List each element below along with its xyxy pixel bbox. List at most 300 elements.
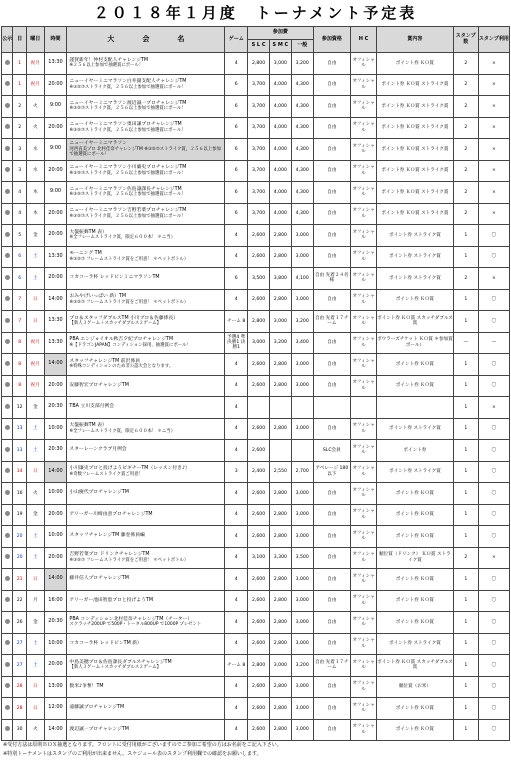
smc-cell: 2,800 — [269, 225, 291, 247]
general-cell: 3,000 — [291, 375, 313, 397]
kouji-cell — [2, 655, 13, 677]
stamp-count-cell: 1 — [453, 719, 478, 741]
kouji-cell — [2, 53, 13, 75]
eligibility-cell: 自由 — [313, 289, 350, 311]
stamp-use-cell: 〇 — [478, 526, 509, 548]
smc-cell: 2,550 — [269, 461, 291, 483]
stamp-use-cell: 〇 — [478, 504, 509, 526]
kouji-cell — [2, 96, 13, 118]
stamp-count-cell: 2 — [453, 160, 478, 182]
tournament-note: 【新人３ゲーム＋スカッチダブルス２ゲーム】 — [69, 321, 162, 327]
status-dot-icon — [5, 60, 10, 65]
name-cell — [67, 203, 225, 225]
general-cell — [291, 397, 313, 419]
general-cell: 3,000 — [291, 289, 313, 311]
footer-notes — [0, 741, 511, 759]
general-cell: 3,500 — [291, 547, 313, 569]
smc-cell: 4,000 — [269, 182, 291, 204]
prize-cell: ポイント券 ＫＯ賞 スカッチダブルス賞 — [376, 655, 453, 677]
status-dot-icon — [5, 425, 10, 430]
hc-cell: オフィシャル — [351, 569, 377, 591]
slc-cell: 2,600 — [248, 676, 270, 698]
header-hc: H C — [351, 27, 377, 53]
smc-cell: 2,800 — [269, 569, 291, 591]
stamp-count-cell: 2 — [453, 203, 478, 225]
prize-cell: ポイント券 ＫＯ賞 ストライク賞 — [376, 203, 453, 225]
time-cell: 20:30 — [44, 397, 67, 419]
smc-cell: 2,800 — [269, 289, 291, 311]
eligibility-cell: 自由 — [313, 53, 350, 75]
status-dot-icon — [5, 597, 10, 602]
prize-cell: ポイント券 ＫＯ賞 — [376, 612, 453, 634]
tournament-note: ※２５６以上参加で抽選賞にポール！ — [69, 63, 144, 69]
tournament-note: ※奇数フレームストライク賞ご用意！ — [69, 471, 143, 477]
prize-cell: ポイント券 ＫＯ賞 ストライク賞 — [376, 139, 453, 161]
tournament-note: ※全フレームストライク賞，限定６００本！ ＊ニ当） — [69, 428, 176, 434]
general-cell: 3,000 — [291, 526, 313, 548]
status-dot-icon — [5, 146, 10, 151]
name-cell — [67, 440, 225, 462]
table-row — [2, 246, 510, 268]
tournament-note: 【新人３ゲーム＋スカッチダブルス２ゲーム】 — [69, 665, 162, 671]
time-cell: 20:00 — [44, 225, 67, 247]
prize-cell: ポイント券 ストライク賞 — [376, 633, 453, 655]
day-cell: 7 — [13, 311, 27, 333]
eligibility-cell: 自由 — [313, 96, 350, 118]
time-cell: 20:00 — [44, 655, 67, 677]
status-dot-icon — [5, 683, 10, 688]
prize-cell: 順位賞（ドリンク） ＫＯ賞 ストライク賞 — [376, 547, 453, 569]
name-cell — [67, 160, 225, 182]
footer-note-1: ※受付方法は原則ＢＯＸ抽選となります。フロントに受付用紙がございますのでご参加ご希望の方はお名前をご記入下さい。 — [3, 742, 282, 748]
general-cell: 4,100 — [291, 268, 313, 290]
header-weekday: 曜日 — [26, 27, 44, 53]
weekday-cell: 土 — [26, 547, 44, 569]
games-cell: チーム 8 — [225, 655, 248, 677]
stamp-count-cell: — — [453, 332, 478, 354]
smc-cell: 3,300 — [269, 547, 291, 569]
stamp-use-cell: 〇 — [478, 461, 509, 483]
table-row — [2, 139, 510, 161]
prize-cell: ポイント券 ＫＯ賞 ストライク賞 — [376, 160, 453, 182]
kouji-cell — [2, 268, 13, 290]
slc-cell: 2,800 — [248, 655, 270, 677]
games-cell: 4 — [225, 547, 248, 569]
table-row — [2, 375, 510, 397]
slc-cell: 3,000 — [248, 332, 270, 354]
kouji-cell — [2, 117, 13, 139]
weekday-cell: 祝月 — [26, 332, 44, 354]
general-cell: 3,000 — [291, 698, 313, 720]
eligibility-cell: 自由 — [313, 139, 350, 161]
status-dot-icon — [5, 103, 10, 108]
time-cell: 20:00 — [44, 504, 67, 526]
stamp-use-cell: 〇 — [478, 655, 509, 677]
status-dot-icon — [5, 296, 10, 301]
hc-cell: オフィシャル — [351, 246, 377, 268]
tournament-name: PBA エンジョイオル秋吉夕紀プロチャレンジTM — [69, 337, 174, 343]
weekday-cell: 金 — [26, 397, 44, 419]
name-cell — [67, 483, 225, 505]
day-cell: 16 — [13, 483, 27, 505]
smc-cell: 4,000 — [269, 74, 291, 96]
page-title: ２０１８年１月度 トーナメント予定表 — [93, 4, 418, 22]
time-cell: 12:00 — [44, 698, 67, 720]
stamp-use-cell: 〇 — [478, 483, 509, 505]
games-cell: 4 — [225, 53, 248, 75]
time-cell: 9:00 — [44, 96, 67, 118]
name-cell — [67, 354, 225, 376]
time-cell: 20:30 — [44, 612, 67, 634]
weekday-cell: 水 — [26, 160, 44, 182]
header-stamp-count: スタンプ数 — [453, 27, 478, 53]
day-cell: 14 — [13, 461, 27, 483]
slc-cell: 3,700 — [248, 96, 270, 118]
stamp-count-cell: 2 — [453, 182, 478, 204]
smc-cell: 2,800 — [269, 483, 291, 505]
kouji-cell — [2, 612, 13, 634]
day-cell: 20 — [13, 526, 27, 548]
status-dot-icon — [5, 361, 10, 366]
eligibility-cell: 自由 — [313, 483, 350, 505]
status-dot-icon — [5, 210, 10, 215]
stamp-count-cell: 1 — [453, 440, 478, 462]
time-cell: 9:00 — [44, 182, 67, 204]
stamp-count-cell: 1 — [453, 504, 478, 526]
header-slc: S L C — [248, 40, 270, 53]
general-cell: 4,300 — [291, 182, 313, 204]
name-cell — [67, 655, 225, 677]
tournament-name: PBA コンディション北村佳奈チャレンジTM（チーター） — [69, 616, 193, 622]
slc-cell: 2,600 — [248, 526, 270, 548]
eligibility-cell: 自由 — [313, 504, 350, 526]
tournament-name: 小川廉史プロと投げようビギナーTM（レッスン付き♪） — [69, 466, 190, 472]
eligibility-cell: 自由 — [313, 590, 350, 612]
status-dot-icon — [5, 339, 10, 344]
hc-cell: オフィシャル — [351, 268, 377, 290]
games-cell: 4 — [225, 526, 248, 548]
day-cell: 5 — [13, 225, 27, 247]
prize-cell: ポイント券 ＫＯ賞 — [376, 375, 453, 397]
hc-cell: オフィシャル — [351, 676, 377, 698]
time-cell: 10:00 — [44, 483, 67, 505]
stamp-use-cell: 〇 — [478, 676, 509, 698]
slc-cell: 3,700 — [248, 74, 270, 96]
prize-cell: ポイント券 ＫＯ賞 — [376, 719, 453, 741]
stamp-count-cell: 1 — [453, 418, 478, 440]
day-cell: 28 — [13, 698, 27, 720]
time-cell: 10:00 — [44, 526, 67, 548]
kouji-cell — [2, 332, 13, 354]
hc-cell: オフィシャル — [351, 203, 377, 225]
stamp-use-cell: × — [478, 397, 509, 419]
smc-cell: 2,800 — [269, 354, 291, 376]
weekday-cell: 土 — [26, 268, 44, 290]
prize-cell: ポイント券 ストライク賞 — [376, 461, 453, 483]
general-cell: 3,000 — [291, 590, 313, 612]
prize-cell: ポイント券 ＫＯ賞 ストライク賞 — [376, 117, 453, 139]
games-cell: 4 — [225, 225, 248, 247]
eligibility-cell: 自由 先着２４名様 — [313, 268, 350, 290]
games-cell: 4 — [225, 612, 248, 634]
smc-cell: 2,800 — [269, 698, 291, 720]
prize-cell: ポイント券 ＫＯ賞 スカッチダブルス賞 — [376, 311, 453, 333]
name-cell — [67, 311, 225, 333]
stamp-use-cell: × — [478, 268, 509, 290]
hc-cell: オフィシャル — [351, 96, 377, 118]
general-cell: 3,000 — [291, 612, 313, 634]
table-row — [2, 547, 510, 569]
general-cell: 3,200 — [291, 53, 313, 75]
name-cell — [67, 504, 225, 526]
time-cell: 20:00 — [44, 203, 67, 225]
kouji-cell — [2, 504, 13, 526]
stamp-count-cell: 1 — [453, 483, 478, 505]
table-row — [2, 504, 510, 526]
tournament-note: ※③⑤⑦ストライク賞，２５６以上参加で抽選賞にポール！ — [69, 192, 186, 198]
eligibility-cell: 自由 — [313, 719, 350, 741]
table-row — [2, 397, 510, 419]
prize-cell: ボウラーズチケット ＫＯ賞 ＊参加賞ポール） — [376, 332, 453, 354]
tournament-name: スタッフチャレンジTM 前沢係員 — [69, 358, 140, 364]
smc-cell: 4,000 — [269, 203, 291, 225]
day-cell: 8 — [13, 332, 27, 354]
weekday-cell: 火 — [26, 719, 44, 741]
slc-cell: 3,700 — [248, 203, 270, 225]
hc-cell: オフィシャル — [351, 418, 377, 440]
weekday-cell: 土 — [26, 440, 44, 462]
status-dot-icon — [5, 726, 10, 731]
tournament-name: 小山慶代プロチャレンジTM — [69, 490, 129, 496]
hc-cell: オフィシャル — [351, 182, 377, 204]
tournament-name: ニューイヤーミニマラソン渡辺誠一プロチャレンジTM — [69, 100, 187, 106]
table-row — [2, 53, 510, 75]
games-cell: 6 — [225, 139, 248, 161]
eligibility-cell — [313, 397, 350, 419]
table-body — [2, 53, 510, 741]
smc-cell: 4,000 — [269, 96, 291, 118]
stamp-count-cell: 1 — [453, 225, 478, 247]
tournament-note: ※特殊コンディションのため非公認大会となります。 — [69, 364, 174, 370]
stamp-use-cell: 〇 — [478, 311, 509, 333]
status-dot-icon — [5, 533, 10, 538]
name-cell — [67, 182, 225, 204]
tournament-table — [1, 26, 510, 741]
smc-cell: 2,800 — [269, 719, 291, 741]
games-cell: 4 — [225, 698, 248, 720]
time-cell: 13:00 — [44, 676, 67, 698]
stamp-use-cell: 〇 — [478, 698, 509, 720]
kouji-cell — [2, 569, 13, 591]
games-cell: 6 — [225, 268, 248, 290]
table-row — [2, 440, 510, 462]
eligibility-cell: 自由 — [313, 117, 350, 139]
time-cell: 10:00 — [44, 633, 67, 655]
games-cell: 6 — [225, 160, 248, 182]
name-cell — [67, 332, 225, 354]
eligibility-cell: 自由 — [313, 354, 350, 376]
prize-cell: ポイント券 ＫＯ賞 — [376, 526, 453, 548]
day-cell: 4 — [13, 203, 27, 225]
eligibility-cell: 自由 — [313, 225, 350, 247]
stamp-use-cell: 〇 — [478, 612, 509, 634]
eligibility-cell: 自由 — [313, 526, 350, 548]
smc-cell: 2,800 — [269, 676, 291, 698]
slc-cell: 2,600 — [248, 612, 270, 634]
stamp-count-cell: 1 — [453, 633, 478, 655]
time-cell: 13:30 — [44, 332, 67, 354]
stamp-use-cell: 〇 — [478, 418, 509, 440]
weekday-cell: 日 — [26, 461, 44, 483]
stamp-count-cell: 1 — [453, 289, 478, 311]
tournament-name: ニューイヤーミニマラソン佐島譲課長チャレンジTM — [69, 186, 182, 192]
footer-note-2: ※特別トーナメントはスタンプのご利用が出来ません。スケジュール表のスタンプ利用欄での確認をお願いします。 — [3, 751, 262, 757]
table-row — [2, 289, 510, 311]
hc-cell: オフィシャル — [351, 375, 377, 397]
tournament-name: ニューイヤーミニマラソン小川廉史プロチャレンジTM — [69, 165, 187, 171]
tournament-name: 大盤振舞TM 表） — [69, 423, 107, 429]
slc-cell: 2,600 — [248, 289, 270, 311]
stamp-use-cell: 〇 — [478, 569, 509, 591]
table-row — [2, 160, 510, 182]
weekday-cell: 日 — [26, 311, 44, 333]
header-time: 時間 — [44, 27, 67, 53]
tournament-name: 吉野若菜プロ ドリンクチャレンジTM — [69, 552, 150, 558]
prize-cell: ポイント券 ストライク賞 — [376, 225, 453, 247]
prize-cell: ポイント券 — [376, 440, 453, 462]
status-dot-icon — [5, 662, 10, 667]
games-cell: 4 — [225, 676, 248, 698]
games-cell: 6 — [225, 182, 248, 204]
header-games: ゲーム — [225, 27, 248, 53]
stamp-count-cell: 2 — [453, 547, 478, 569]
tournament-note: ※③⑤⑦ストライク賞，２５６以上参加で抽選賞にポール！ — [69, 84, 186, 90]
stamp-use-cell: × — [478, 203, 509, 225]
eligibility-cell: 自由 — [313, 74, 350, 96]
name-cell — [67, 117, 225, 139]
status-dot-icon — [5, 576, 10, 581]
games-cell: 4 — [225, 590, 248, 612]
prize-cell: ポイント券 ＫＯ賞 — [376, 289, 453, 311]
name-cell — [67, 268, 225, 290]
table-row — [2, 676, 510, 698]
day-cell: 2 — [13, 117, 27, 139]
hc-cell: オフィシャル — [351, 117, 377, 139]
time-cell: 14:00 — [44, 289, 67, 311]
stamp-use-cell: × — [478, 547, 509, 569]
prize-cell: ポイント券 ＫＯ賞 — [376, 504, 453, 526]
weekday-cell: 土 — [26, 418, 44, 440]
slc-cell: 2,600 — [248, 698, 270, 720]
header-smc: S M C — [269, 40, 291, 53]
eligibility-cell: 自由 — [313, 569, 350, 591]
time-cell: 14:00 — [44, 461, 67, 483]
weekday-cell: 土 — [26, 246, 44, 268]
slc-cell: 3,700 — [248, 182, 270, 204]
kouji-cell — [2, 526, 13, 548]
name-cell — [67, 139, 225, 161]
tournament-note: ※全フレームストライク賞，限定６００本！ ＊ニ当） — [69, 235, 176, 241]
general-cell: 3,200 — [291, 311, 313, 333]
hc-cell: オフィシャル — [351, 160, 377, 182]
kouji-cell — [2, 633, 13, 655]
weekday-cell: 日 — [26, 569, 44, 591]
hc-cell: オフィシャル — [351, 590, 377, 612]
general-cell: 3,000 — [291, 633, 313, 655]
stamp-count-cell: 1 — [453, 676, 478, 698]
stamp-count-cell: 1 — [453, 655, 478, 677]
general-cell: 3,400 — [291, 332, 313, 354]
stamp-use-cell: × — [478, 160, 509, 182]
hc-cell: オフィシャル — [351, 53, 377, 75]
stamp-use-cell: × — [478, 74, 509, 96]
eligibility-cell: 自由 — [313, 547, 350, 569]
tournament-name: おみやげいっぱい 新）TM — [69, 294, 126, 300]
tournament-note: ※【ドラゴンJAPAN】コンディション採用，抽選賞にポール！ — [69, 342, 191, 348]
time-cell: 20:00 — [44, 547, 67, 569]
slc-cell: 2,800 — [248, 311, 270, 333]
stamp-count-cell: 1 — [453, 526, 478, 548]
status-dot-icon — [5, 253, 10, 258]
stamp-count-cell: 1 — [453, 397, 478, 419]
table-row — [2, 461, 510, 483]
time-cell: 14:00 — [44, 354, 67, 376]
table-row — [2, 268, 510, 290]
hc-cell: オフィシャル — [351, 547, 377, 569]
status-dot-icon — [5, 447, 10, 452]
time-cell: 20:00 — [44, 74, 67, 96]
table-row — [2, 590, 510, 612]
day-cell: 27 — [13, 655, 27, 677]
hc-cell: オフィシャル — [351, 504, 377, 526]
header-fee: 参加費 — [248, 27, 313, 40]
status-dot-icon — [5, 275, 10, 280]
tournament-name: ニューイヤーミニマラソン吉野若菜プロチャレンジTM — [69, 208, 187, 214]
kouji-cell — [2, 676, 13, 698]
hc-cell: オフィシャル — [351, 526, 377, 548]
stamp-count-cell: 1 — [453, 375, 478, 397]
kouji-cell — [2, 182, 13, 204]
hc-cell: オフィシャル — [351, 225, 377, 247]
tournament-name: コカコーラ杯 レッドピンミニマラソンTM — [69, 275, 160, 281]
kouji-cell — [2, 354, 13, 376]
stamp-count-cell: 2 — [453, 268, 478, 290]
general-cell: 4,300 — [291, 96, 313, 118]
stamp-use-cell: 〇 — [478, 440, 509, 462]
weekday-cell: 土 — [26, 526, 44, 548]
name-cell — [67, 719, 225, 741]
slc-cell: 2,600 — [248, 719, 270, 741]
prize-cell — [376, 397, 453, 419]
weekday-cell: 祝月 — [26, 74, 44, 96]
day-cell: 1 — [13, 74, 27, 96]
smc-cell — [269, 440, 291, 462]
slc-cell: 2,600 — [248, 246, 270, 268]
kouji-cell — [2, 547, 13, 569]
tournament-name: 大盤振舞TM 表） — [69, 229, 107, 235]
prize-cell: ポイント券 ＫＯ賞 ストライク賞 — [376, 96, 453, 118]
hc-cell: オフィシャル — [351, 719, 377, 741]
header-stamp-use: スタンプ利用 — [478, 27, 509, 53]
day-cell: 3 — [13, 160, 27, 182]
day-cell: 20 — [13, 547, 27, 569]
general-cell: 3,000 — [291, 354, 313, 376]
weekday-cell: 金 — [26, 612, 44, 634]
smc-cell: 4,000 — [269, 160, 291, 182]
slc-cell: 2,600 — [248, 225, 270, 247]
eligibility-cell: SLC会員 — [313, 440, 350, 462]
kouji-cell — [2, 246, 13, 268]
